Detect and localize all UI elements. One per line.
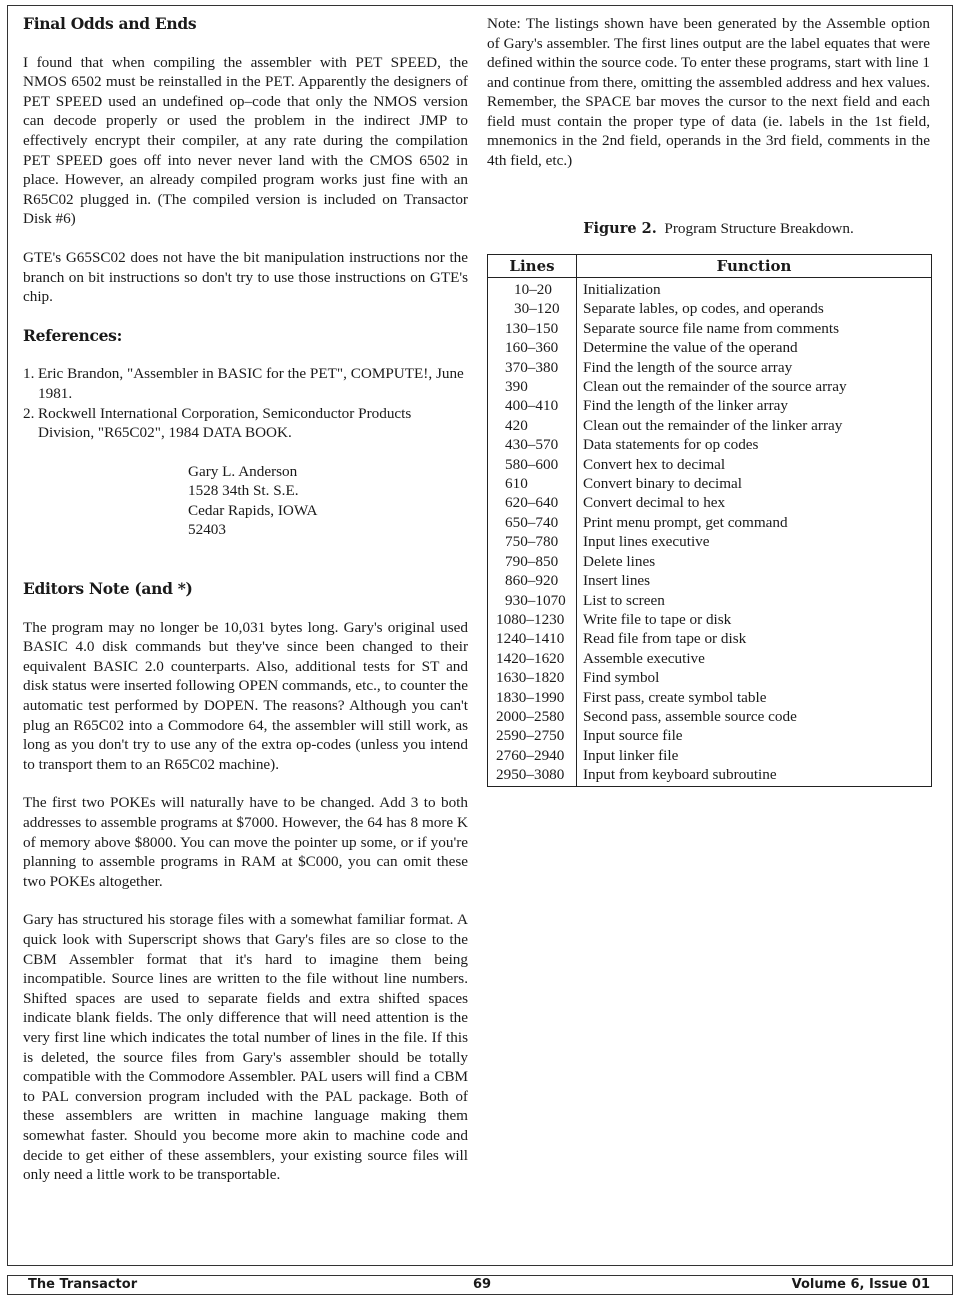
cell-lines: 650–740 bbox=[488, 513, 577, 532]
cell-lines: 390 bbox=[488, 377, 577, 396]
cell-lines: 400–410 bbox=[488, 396, 577, 415]
column-header-lines: Lines bbox=[488, 254, 577, 278]
cell-function: Insert lines bbox=[583, 572, 651, 590]
cell-function: Find the length of the source array bbox=[583, 358, 793, 376]
table-row bbox=[488, 396, 932, 415]
cell-lines: 610 bbox=[488, 474, 577, 493]
figure-title: Program Structure Breakdown. bbox=[664, 220, 854, 237]
table-row bbox=[488, 377, 932, 396]
cell-lines: 160–360 bbox=[488, 338, 577, 357]
cell-function: Input linker file bbox=[583, 746, 679, 764]
table-row bbox=[488, 416, 932, 435]
cell-function: Separate source file name from comments bbox=[583, 319, 839, 337]
cell-function: First pass, create symbol table bbox=[583, 688, 767, 706]
page-footer bbox=[7, 1275, 953, 1295]
table-row bbox=[488, 455, 932, 474]
cell-function: Second pass, assemble source code bbox=[583, 707, 797, 725]
author-street: 1528 34th St. S.E. bbox=[188, 482, 299, 500]
paragraph-pet-speed: I found that when compiling the assembler with PET SPEED, the NMOS 6502 must be reinstalled in the PET. Apparently the designers of PET SPEED used an undefined op–code that only the NMOS version can decode properly or used the problem in the indirect JMP to effectively encrypt their compiler, at any rate during the compilation PET SPEED goes off into never never land with the CMOS 6502 in place. However, an already compiled program works just fine with an R65C02 plugged in. (The compiled version is included on Transactor Disk #6) bbox=[23, 53, 468, 228]
table-row bbox=[488, 435, 932, 454]
figure-label: Figure 2. bbox=[583, 220, 657, 237]
reference-item: 2. Rockwell International Corporation, Semiconductor Products Division, "R65C02", 1984 DATA BOOK. bbox=[23, 404, 412, 442]
page-number: 69 bbox=[473, 1277, 492, 1292]
cell-function: Find symbol bbox=[583, 669, 660, 687]
cell-lines: 2950–3080 bbox=[488, 765, 577, 786]
table-row bbox=[488, 319, 932, 338]
cell-lines: 10–20 bbox=[488, 278, 577, 300]
cell-function: Initialization bbox=[583, 281, 661, 298]
cell-lines: 420 bbox=[488, 416, 577, 435]
cell-lines: 1240–1410 bbox=[488, 629, 577, 648]
cell-lines: 2000–2580 bbox=[488, 707, 577, 726]
table-row bbox=[488, 629, 932, 648]
cell-lines: 430–570 bbox=[488, 435, 577, 454]
table-row bbox=[488, 493, 932, 512]
author-zip: 52403 bbox=[188, 521, 226, 539]
program-structure-table bbox=[487, 254, 932, 787]
paragraph-pokes: The first two POKEs will naturally have to be changed. Add 3 to both addresses to assemble programs at $7000. However, the 64 has 8 more K of memory above $8000. You can move the pointer up some, or if you're planning to assemble programs in RAM at $C000, you can omit these two POKEs altogether. bbox=[23, 794, 468, 890]
table-row bbox=[488, 610, 932, 629]
cell-lines: 130–150 bbox=[488, 319, 577, 338]
cell-function: Input lines executive bbox=[583, 533, 710, 551]
cell-function: List to screen bbox=[583, 591, 665, 609]
publication-name: The Transactor bbox=[28, 1277, 138, 1292]
cell-function: Input from keyboard subroutine bbox=[583, 766, 777, 784]
cell-lines: 620–640 bbox=[488, 493, 577, 512]
section-heading-final-odds: Final Odds and Ends bbox=[23, 14, 197, 33]
table-body bbox=[488, 278, 932, 787]
cell-lines: 580–600 bbox=[488, 455, 577, 474]
cell-function: Clean out the remainder of the linker array bbox=[583, 416, 843, 434]
table-row bbox=[488, 571, 932, 590]
figure-caption bbox=[487, 219, 930, 239]
right-column bbox=[487, 14, 930, 787]
cell-function: Clean out the remainder of the source array bbox=[583, 378, 847, 396]
table-row bbox=[488, 552, 932, 571]
cell-lines: 370–380 bbox=[488, 358, 577, 377]
cell-function: Read file from tape or disk bbox=[583, 630, 747, 648]
cell-function: Data statements for op codes bbox=[583, 436, 759, 454]
cell-lines: 30–120 bbox=[488, 299, 577, 318]
issue-label: Volume 6, Issue 01 bbox=[791, 1277, 930, 1292]
cell-lines: 2760–2940 bbox=[488, 746, 577, 765]
table-row bbox=[488, 707, 932, 726]
author-address bbox=[188, 462, 468, 540]
references-heading: References: bbox=[23, 325, 123, 345]
cell-lines: 930–1070 bbox=[488, 591, 577, 610]
listing-note: Note: The listings shown have been generated by the Assemble option of Gary's assembler. The first lines output are the label equates that were defined within the source code. To enter these programs, start with line 1 and continue from there, omitting the assembled address and hex values. Remember, the SPACE bar moves the cursor to the next field and each field must contain the proper type of data (ie. labels in the 1st field, mnemonics in the 2nd field, operands in the 3rd field, comments in the 4th field, etc.) bbox=[487, 15, 930, 169]
reference-item: 1. Eric Brandon, "Assembler in BASIC for the PET", COMPUTE!, June 1981. bbox=[23, 365, 464, 402]
table-row bbox=[488, 278, 932, 300]
cell-lines: 1630–1820 bbox=[488, 668, 577, 687]
table-row bbox=[488, 765, 932, 786]
cell-lines: 1830–1990 bbox=[488, 688, 577, 707]
paragraph-gte-chip: GTE's G65SC02 does not have the bit manipulation instructions nor the branch on bit instructions so don't try to use those instructions on GTE's chip. bbox=[23, 248, 468, 306]
editors-note-heading: Editors Note (and *) bbox=[23, 579, 193, 599]
table-row bbox=[488, 688, 932, 707]
paragraph-program-length: The program may no longer be 10,031 bytes long. Gary's original used BASIC 4.0 disk commands but they've since been changed to their equivalent BASIC 2.0 counterparts. Also, additional tests for ST and disk status were inserted following OPEN commands, etc., to counter the automatic test performed by DOPEN. The reasons? Although you can't plug an R65C02 into a Commodore 64, the assembler will still work, as long as you don't try to use any of the extra op-codes (unless you intend to transport them to an R65C02 machine). bbox=[23, 618, 468, 773]
table-row bbox=[488, 358, 932, 377]
table-row bbox=[488, 299, 932, 318]
table-row bbox=[488, 591, 932, 610]
author-city: Cedar Rapids, IOWA bbox=[188, 501, 318, 519]
references-list bbox=[23, 364, 468, 442]
cell-lines: 2590–2750 bbox=[488, 726, 577, 745]
cell-function: Determine the value of the operand bbox=[583, 339, 798, 357]
cell-function: Write file to tape or disk bbox=[583, 610, 732, 628]
table-row bbox=[488, 649, 932, 668]
table-row bbox=[488, 726, 932, 745]
reference-text: Eric Brandon, "Assembler in BASIC for the PET", COMPUTE!, June 1981. bbox=[38, 365, 464, 402]
table-row bbox=[488, 746, 932, 765]
cell-lines: 1420–1620 bbox=[488, 649, 577, 668]
cell-lines: 860–920 bbox=[488, 571, 577, 590]
column-header-function: Function bbox=[577, 254, 932, 278]
cell-function: Convert decimal to hex bbox=[583, 494, 726, 512]
cell-function: Separate lables, op codes, and operands bbox=[583, 300, 824, 318]
cell-function: Convert binary to decimal bbox=[583, 475, 743, 493]
cell-lines: 1080–1230 bbox=[488, 610, 577, 629]
table-row bbox=[488, 532, 932, 551]
cell-function: Convert hex to decimal bbox=[583, 455, 726, 473]
cell-function: Print menu prompt, get command bbox=[583, 513, 788, 531]
table-row bbox=[488, 513, 932, 532]
cell-lines: 750–780 bbox=[488, 532, 577, 551]
left-column bbox=[23, 14, 468, 1185]
cell-lines: 790–850 bbox=[488, 552, 577, 571]
cell-function: Input source file bbox=[583, 727, 683, 745]
cell-function: Delete lines bbox=[583, 552, 656, 570]
reference-text: Rockwell International Corporation, Semiconductor Products Division, "R65C02", 1984 DATA BOOK. bbox=[38, 404, 412, 442]
paragraph-storage-files: Gary has structured his storage files with a somewhat familiar format. A quick look with Superscript shows that Gary's files are so close to the CBM Assembler format that it's hard to imagine them being incompatible. Source lines are written to the file without line numbers. Shifted spaces are used to separate fields and extra shifted spaces indicate blank fields. The only difference that will need attention is the very first line which indicates the total number of lines in the file. If this is deleted, the source files from Gary's assembler should be totally compatible with the Commodore Assembler. PAL users will find a CBM to PAL conversion program included with the PAL package. Both of these assemblers are written in machine language making them somewhat faster. Should you become more akin to machine code and decide to get either of these assemblers, your existing source files will only need a little work to be transportable. bbox=[23, 911, 468, 1184]
cell-function: Assemble executive bbox=[583, 649, 705, 667]
cell-function: Find the length of the linker array bbox=[583, 397, 788, 415]
table-row bbox=[488, 668, 932, 687]
table-row bbox=[488, 338, 932, 357]
author-name: Gary L. Anderson bbox=[188, 462, 298, 480]
table-row bbox=[488, 474, 932, 493]
